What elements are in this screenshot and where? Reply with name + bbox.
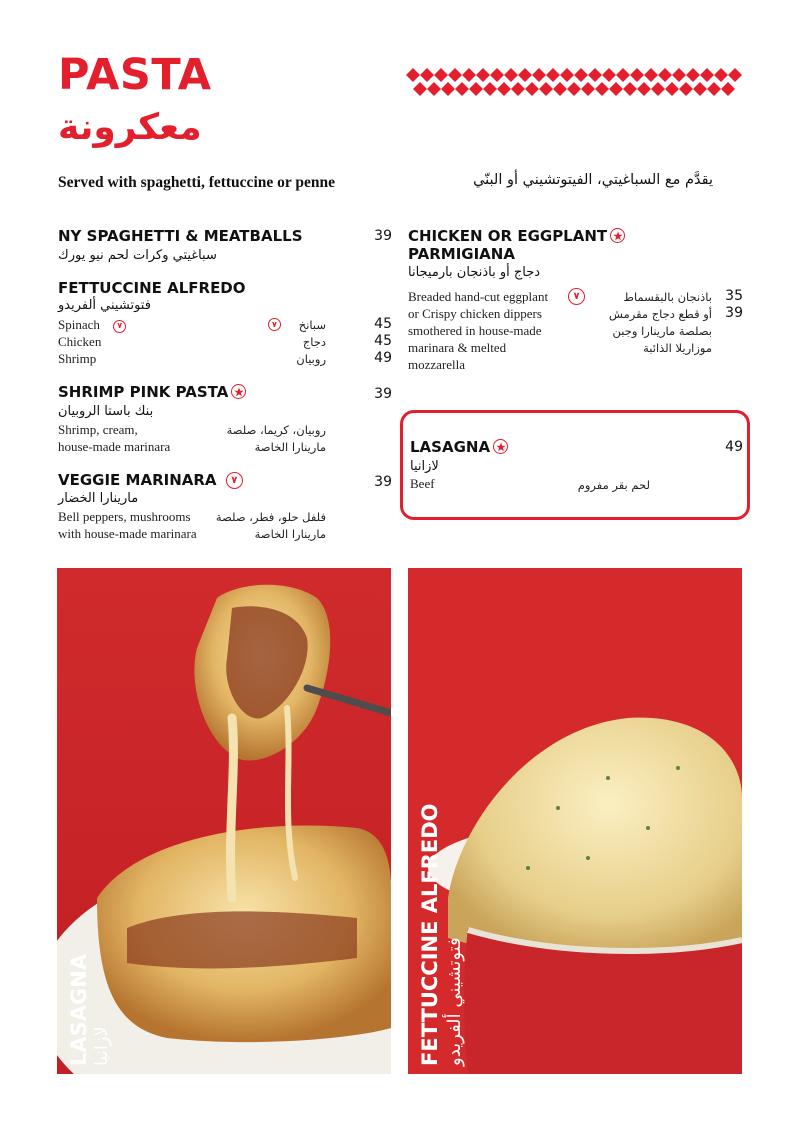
dish-name-arabic: بنك باستا الروبيان [58,404,154,419]
diamond-shape [658,68,672,82]
option-label-arabic: أو قطع دجاج مقرمش [608,307,712,321]
diamond-shape [413,82,427,96]
dish-name-arabic: مارينارا الخضار [58,491,139,506]
lasagna-illustration [57,568,391,1074]
diamond-pattern [406,68,744,96]
dish-description: smothered in house-made [408,323,542,338]
signature-star-icon [493,439,508,454]
signature-star-icon [231,384,246,399]
dish-name-arabic: لازانيا [410,459,439,474]
diamond-shape [518,68,532,82]
vegetarian-badge-icon-wrapper [268,316,281,334]
diamond-shape [497,82,511,96]
dish-name-arabic: دجاج أو باذنجان بارميجانا [408,265,541,280]
diamond-shape [511,82,525,96]
photo-caption: FETTUCCINE ALFREDO [418,803,442,1066]
diamond-shape [707,82,721,96]
option-price: 39 [725,305,743,321]
diamond-shape [637,82,651,96]
diamond-shape [567,82,581,96]
diamond-shape [651,82,665,96]
dish-name: NY SPAGHETTI & MEATBALLS [58,227,303,245]
dish-description: Beef [410,476,435,491]
diamond-shape [644,68,658,82]
page-title-arabic: معكرونة [58,107,202,148]
diamond-shape [700,68,714,82]
subtitle-arabic: يقدَّم مع السباغيتي، الفيتوتشيني أو البنّي [473,172,713,188]
diamond-shape [490,68,504,82]
dish-description: with house-made marinara [58,526,197,541]
diamond-shape [455,82,469,96]
diamond-shape [469,82,483,96]
dish-price: 39 [374,474,392,490]
dish-price: 39 [374,228,392,244]
dish-description: Shrimp, cream, [58,422,138,437]
dish-description: marinara & melted [408,340,507,355]
option-price: 45 [374,333,392,349]
diamond-shape [588,68,602,82]
vegetarian-badge-icon: ٧ [226,472,243,489]
featured-box [400,410,750,520]
dish-description: mozzarella [408,357,466,372]
diamond-shape [420,68,434,82]
diamond-shape [679,82,693,96]
dish-name-text: LASAGNA [410,438,491,456]
option-label-arabic: موزاريلا الذائبة [643,341,712,355]
dish-description: house-made marinara [58,439,171,454]
diamond-shape [686,68,700,82]
diamond-shape [560,68,574,82]
diamond-shape [462,68,476,82]
diamond-shape [434,68,448,82]
diamond-shape [630,68,644,82]
dish-description-arabic: روبيان، كريما، صلصة [226,423,326,437]
diamond-shape [441,82,455,96]
signature-star-icon [610,228,625,243]
photo-caption-arabic: لازانيا [91,1026,112,1066]
diamond-shape [574,68,588,82]
dish-name-line2: PARMIGIANA [408,245,515,263]
diamond-shape [581,82,595,96]
option-label-arabic: روبيان [296,352,326,366]
diamond-shape [595,82,609,96]
diamond-shape [553,82,567,96]
option-price: 49 [374,350,392,366]
dish-description-arabic: لحم بقر مفروم [577,478,650,492]
diamond-shape [693,82,707,96]
option-label-arabic: دجاج [302,335,326,349]
diamond-shape [602,68,616,82]
option-price: 45 [374,316,392,332]
diamond-shape [532,68,546,82]
diamond-shape [539,82,553,96]
page-title: PASTA [58,50,212,100]
diamond-shape [427,82,441,96]
dish-description: Breaded hand-cut eggplant [408,289,549,304]
dish-name-text: VEGGIE MARINARA [58,471,217,489]
diamond-shape [525,82,539,96]
option-label: Shrimp [58,351,97,366]
dish-name [408,228,625,245]
diamond-shape [623,82,637,96]
diamond-shape [672,68,686,82]
subtitle: Served with spaghetti, fettuccine or penne [58,174,335,191]
option-price: 35 [725,288,743,304]
diamond-shape [448,68,462,82]
dish-name-text: CHICKEN OR EGGPLANT [408,227,608,245]
dish-name-arabic: سباغيتي وكرات لحم نيو يورك [58,248,217,263]
vegetarian-badge-icon: ٧ [568,288,585,305]
diamond-shape [665,82,679,96]
diamond-shape [728,68,742,82]
option-label-arabic: سبانخ [298,318,326,332]
option-spinach [58,316,126,334]
option-label-arabic: بصلصة مارينارا وجبن [612,324,712,338]
option-label-arabic: باذنجان بالبقسماط [623,290,712,304]
photo-caption: LASAGNA [67,953,91,1066]
diamond-shape [609,82,623,96]
dish-description: or Crispy chicken dippers [408,306,542,321]
dish-name [410,439,508,456]
dish-name-arabic: فتوتشيني ألفريدو [58,298,151,313]
diamond-shape [504,68,518,82]
photo-caption-arabic: فتوتشيني ألفريدو [444,937,465,1066]
lasagna-photo [57,568,391,1074]
diamond-shape [714,68,728,82]
dish-name [58,384,246,401]
diamond-shape [476,68,490,82]
fettuccine-photo [408,568,742,1074]
diamond-shape [406,68,420,82]
dish-description-arabic: مارينارا الخاصة [254,527,326,541]
dish-description: Bell peppers, mushrooms [58,509,191,524]
diamond-shape [616,68,630,82]
vegetarian-badge-icon: ٧ [268,318,281,331]
dish-description-arabic: مارينارا الخاصة [254,440,326,454]
dish-description-arabic: فلفل حلو، فطر، صلصة [215,510,326,524]
option-label: Spinach [58,317,100,332]
diamond-shape [546,68,560,82]
dish-price: 39 [374,386,392,402]
dish-name: FETTUCCINE ALFREDO [58,279,246,297]
vegetarian-badge-wrapper [568,288,585,306]
vegetarian-badge-icon: ٧ [113,320,126,333]
option-label: Chicken [58,334,102,349]
diamond-shape [721,82,735,96]
diamond-shape [483,82,497,96]
dish-name-text: SHRIMP PINK PASTA [58,383,229,401]
dish-price: 49 [725,439,743,455]
dish-name [58,472,243,489]
